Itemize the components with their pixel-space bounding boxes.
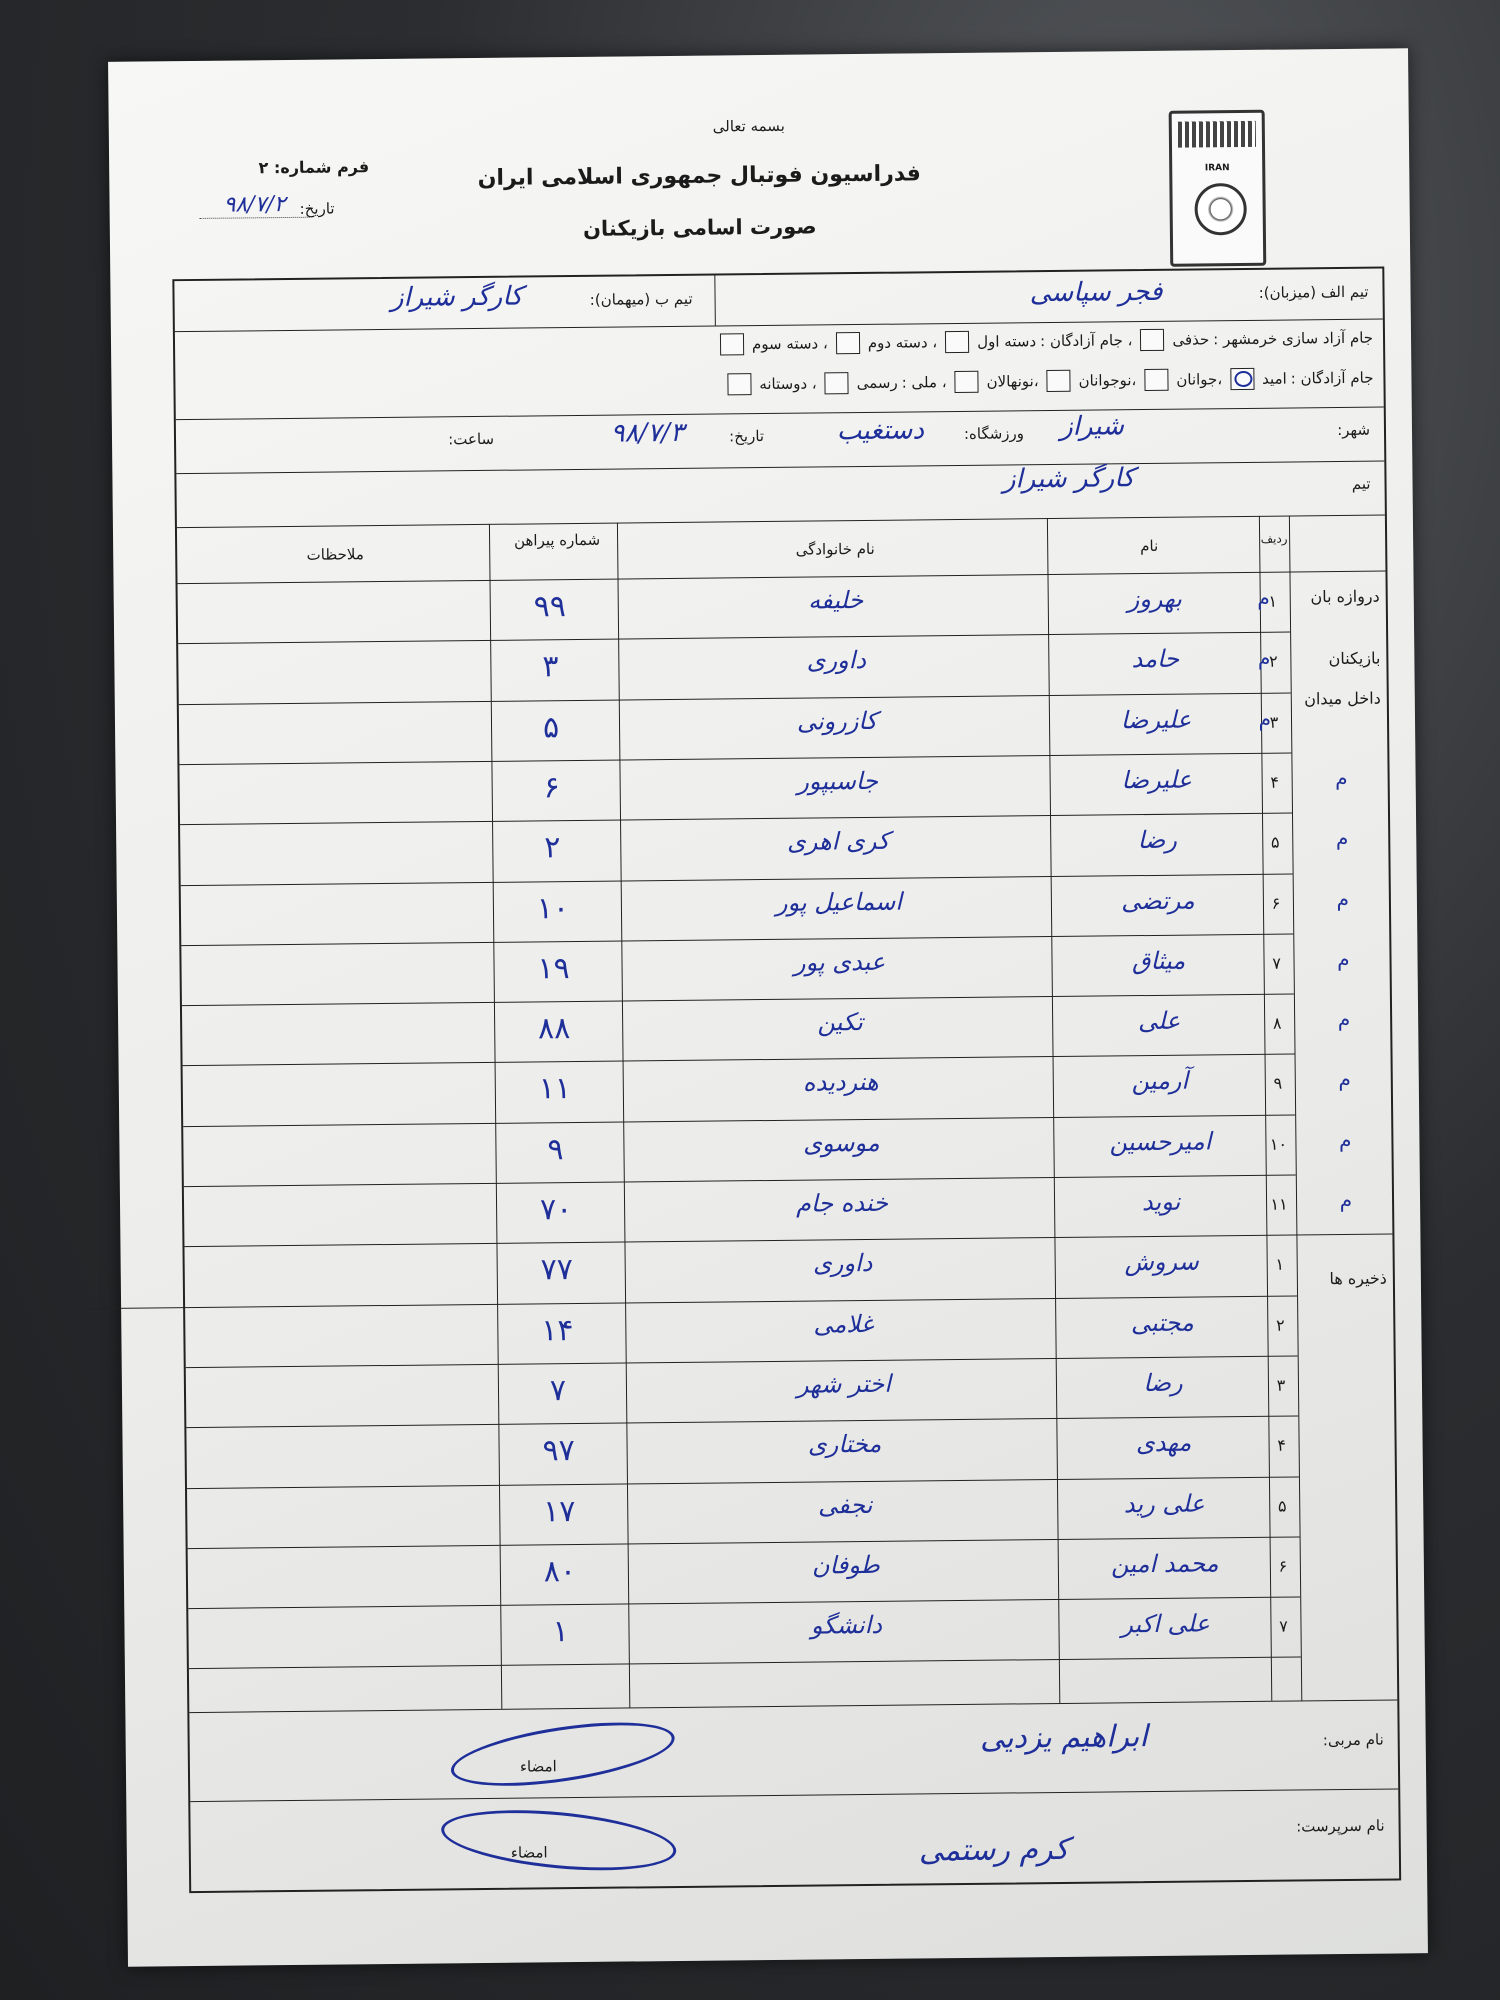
divider [1289, 516, 1302, 1701]
row-number: ۵ [1277, 1496, 1287, 1516]
stadium-value: دستغیب [836, 415, 925, 447]
team-value: کارگر شیراز [1002, 463, 1135, 495]
option-label: حذفی [1172, 330, 1210, 349]
form-date-value: ۹۸/۷/۲ [199, 192, 309, 219]
player-last-name: اختر شهر [796, 1369, 892, 1399]
divider [189, 1699, 1397, 1713]
player-shirt-number: ۵ [542, 709, 560, 745]
col-header-shirt: شماره پیراهن [513, 530, 601, 550]
player-last-name: خلیفه [808, 585, 864, 615]
row-number: ۱۱ [1270, 1194, 1288, 1214]
player-last-name: تکین [817, 1008, 864, 1037]
player-first-name: مرتضی [1120, 886, 1195, 915]
row-divider [184, 1234, 1392, 1248]
row-divider [183, 1054, 1295, 1067]
cups-line-2 [723, 367, 1373, 396]
section-players: بازیکنان [1328, 648, 1381, 669]
starter-mark: م [1339, 1187, 1353, 1213]
option-label: ،نوجوانان [1078, 371, 1137, 390]
player-first-name: علیرضا [1121, 765, 1193, 795]
row-divider [184, 1174, 1296, 1187]
player-last-name: هنردیده [802, 1068, 879, 1098]
player-first-name: حامد [1131, 644, 1180, 674]
row-number: ۴ [1270, 772, 1280, 792]
federation-logo [1169, 110, 1267, 267]
coach-value: ابراهیم یزدیی [979, 1719, 1148, 1756]
player-last-name: خنده جام [795, 1188, 889, 1218]
starter-mark: م [1257, 646, 1271, 671]
starter-mark: م [1336, 886, 1350, 911]
starter-mark: م [1257, 585, 1270, 610]
player-shirt-number: ۱۱ [538, 1071, 572, 1107]
match-date-value: ۹۸/۷/۳ [610, 417, 685, 449]
section-substitutes: ذخیره ها [1329, 1268, 1387, 1289]
option-label: امید [1262, 369, 1287, 388]
starter-mark: م [1337, 946, 1350, 971]
divider [176, 461, 1384, 475]
checkbox-omid[interactable] [1230, 368, 1254, 390]
stadium-label: ورزشگاه: [963, 424, 1025, 443]
flag-stripes-icon [1178, 121, 1256, 148]
match-date-label: تاریخ: [729, 427, 765, 446]
checkbox-division-1[interactable] [945, 331, 969, 353]
option-label: ،نونهالان [986, 372, 1039, 391]
player-shirt-number: ۳ [542, 649, 559, 685]
player-first-name: مجتبی [1130, 1308, 1194, 1337]
form-number: فرم شماره: ۲ [258, 157, 370, 178]
player-last-name: طوفان [811, 1550, 880, 1580]
cups-line-1 [716, 327, 1373, 356]
row-divider [179, 692, 1291, 705]
basmala: بسمه تعالی [712, 116, 785, 136]
city-label: شهر: [1337, 420, 1371, 440]
starter-mark: م [1335, 765, 1348, 790]
player-shirt-number: ۷۷ [540, 1252, 574, 1288]
row-divider [186, 1416, 1298, 1429]
player-shirt-number: ۲ [544, 830, 561, 866]
player-first-name: محمد امین [1110, 1549, 1219, 1579]
row-divider [186, 1355, 1298, 1368]
row-divider [183, 1114, 1295, 1127]
player-shirt-number: ۱۴ [541, 1312, 574, 1348]
row-divider [187, 1476, 1299, 1489]
player-last-name: نجفی [817, 1490, 873, 1520]
row-number: ۶ [1278, 1556, 1288, 1576]
col-header-first: نام [1140, 536, 1159, 556]
player-first-name: علی اکبر [1121, 1609, 1210, 1639]
section-goalkeeper: دروازه بان [1310, 586, 1380, 607]
row-divider [189, 1657, 1301, 1670]
host-team-label: تیم الف (میزبان): [1258, 282, 1369, 302]
row-number: ۶ [1271, 893, 1281, 913]
form-sheet [108, 48, 1428, 1967]
row-divider [188, 1597, 1300, 1610]
checkbox-knockout[interactable] [1140, 329, 1164, 351]
azadegan2-label: جام آزادگان : [1290, 368, 1374, 388]
starter-mark: م [1337, 1006, 1351, 1032]
divider [1047, 518, 1060, 1703]
col-header-last: نام خانوادگی [795, 539, 875, 559]
row-divider [178, 632, 1290, 645]
divider [176, 407, 1384, 421]
starter-mark: م [1335, 826, 1349, 851]
player-shirt-number: ۱۹ [537, 950, 570, 987]
player-shirt-number: ۷۰ [539, 1192, 573, 1228]
row-number: ۴ [1277, 1435, 1287, 1455]
divider [617, 523, 630, 1708]
divider [190, 1788, 1398, 1802]
player-last-name: کری اهری [786, 826, 890, 856]
player-shirt-number: ۹ [547, 1131, 564, 1168]
option-label: رسمی [856, 373, 898, 393]
row-divider [181, 933, 1293, 946]
player-shirt-number: ۸۸ [537, 1011, 571, 1047]
checkbox-juniors[interactable] [1046, 370, 1070, 392]
checkbox-kids[interactable] [955, 371, 979, 393]
row-number: ۹ [1273, 1074, 1283, 1094]
manager-value: کرم رستمی [918, 1831, 1070, 1869]
player-first-name: میثاق [1131, 946, 1186, 975]
player-first-name: علی [1137, 1006, 1181, 1036]
row-number: ۱۰ [1269, 1134, 1288, 1154]
logo-text: IRAN [1204, 163, 1230, 174]
player-shirt-number: ۱ [552, 1614, 569, 1650]
player-last-name: دانشگو [810, 1610, 883, 1640]
player-last-name: مختاری [807, 1430, 882, 1459]
divider [489, 524, 502, 1709]
row-divider [188, 1536, 1300, 1549]
row-number: ۵ [1270, 832, 1280, 852]
row-number: ۳ [1276, 1375, 1286, 1395]
form-date-label: تاریخ: [299, 199, 335, 218]
row-number: ۱ [1275, 1254, 1285, 1274]
row-divider [181, 873, 1293, 886]
section-on-field: داخل میدان [1304, 688, 1381, 709]
player-first-name: مهدی [1135, 1428, 1192, 1458]
row-number: ۷ [1279, 1616, 1288, 1636]
player-last-name: عبدی پور [793, 947, 886, 977]
checkbox-official[interactable] [825, 372, 849, 394]
divider [1259, 516, 1272, 1701]
row-number: ۳ [1269, 712, 1279, 732]
player-last-name: اسماعیل پور [775, 887, 903, 917]
khorramshahr-label: جام آزاد سازی خرمشهر : [1213, 328, 1374, 349]
player-first-name: نوید [1141, 1187, 1181, 1217]
form-title: صورت اسامی بازیکنان [582, 214, 817, 241]
row-divider [89, 1295, 1297, 1309]
player-first-name: علیرضا [1120, 705, 1192, 734]
row-number: ۲ [1269, 651, 1278, 672]
team-label: تیم [1351, 474, 1371, 493]
checkbox-division-3[interactable] [720, 333, 744, 355]
manager-label: نام سرپرست: [1296, 1816, 1385, 1836]
col-header-notes: ملاحظات [306, 545, 364, 564]
player-last-name: کازرونی [796, 706, 878, 736]
player-last-name: غلامی [813, 1309, 874, 1339]
azadegan-label: ، جام آزادگان : [1039, 331, 1133, 351]
player-shirt-number: ۱۰ [536, 890, 570, 926]
player-first-name: رضا [1143, 1368, 1183, 1397]
player-first-name: بهروز [1127, 584, 1182, 614]
manager-sign-label: امضاء [510, 1843, 548, 1862]
time-label: ساعت: [448, 429, 495, 449]
option-label: ، دسته سوم [751, 334, 828, 354]
option-label: ،جوانان [1176, 370, 1223, 389]
divider [178, 571, 1386, 585]
player-first-name: علی رید [1123, 1488, 1205, 1518]
starter-mark: م [1338, 1127, 1352, 1152]
checkbox-friendly[interactable] [727, 373, 751, 395]
player-shirt-number: ۶ [543, 770, 560, 806]
option-label: ، ملی : [901, 373, 947, 392]
player-last-name: موسوی [802, 1128, 880, 1158]
row-divider [180, 813, 1292, 826]
starter-mark: م [1258, 706, 1272, 731]
guest-team-value: کارگر شیراز [390, 281, 523, 313]
player-first-name: امیرحسین [1109, 1127, 1212, 1157]
checkbox-youth[interactable] [1144, 369, 1168, 391]
roster-table-frame [172, 267, 1401, 1894]
divider [714, 276, 716, 326]
city-value: شیراز [1060, 411, 1125, 442]
player-last-name: داوری [812, 1249, 873, 1278]
row-number: ۷ [1272, 953, 1281, 973]
row-divider [179, 752, 1291, 765]
player-shirt-number: ۸۰ [543, 1553, 577, 1590]
row-number: ۲ [1275, 1315, 1285, 1335]
option-label: ، دسته دوم [867, 333, 938, 352]
option-label: دسته اول [977, 332, 1037, 351]
player-last-name: داوری [806, 646, 867, 675]
checkbox-division-2[interactable] [836, 332, 860, 354]
row-divider [182, 994, 1294, 1007]
coach-sign-label: امضاء [519, 1757, 557, 1776]
row-number: ۱ [1268, 591, 1278, 611]
player-shirt-number: ۹۹ [533, 589, 567, 625]
divider [177, 515, 1385, 529]
manager-signature [439, 1801, 679, 1879]
player-shirt-number: ۷ [549, 1373, 567, 1409]
football-icon [1194, 183, 1247, 236]
col-header-row: ردیف [1260, 531, 1288, 546]
player-first-name: رضا [1137, 825, 1178, 855]
player-first-name: سروش [1124, 1247, 1199, 1277]
coach-label: نام مربی: [1322, 1730, 1384, 1750]
federation-title: فدراسیون فوتبال جمهوری اسلامی ایران [477, 161, 922, 191]
guest-team-label: تیم ب (میهمان): [589, 289, 693, 309]
player-first-name: آرمین [1131, 1066, 1189, 1096]
host-team-value: فجر سپاسی [1029, 276, 1163, 309]
row-number: ۸ [1272, 1013, 1282, 1033]
option-label: ، دوستانه [759, 374, 817, 394]
player-last-name: جاسبپور [797, 766, 879, 796]
coach-signature [447, 1711, 679, 1798]
starter-mark: م [1338, 1067, 1351, 1092]
player-shirt-number: ۹۷ [542, 1433, 575, 1469]
player-shirt-number: ۱۷ [542, 1493, 576, 1529]
